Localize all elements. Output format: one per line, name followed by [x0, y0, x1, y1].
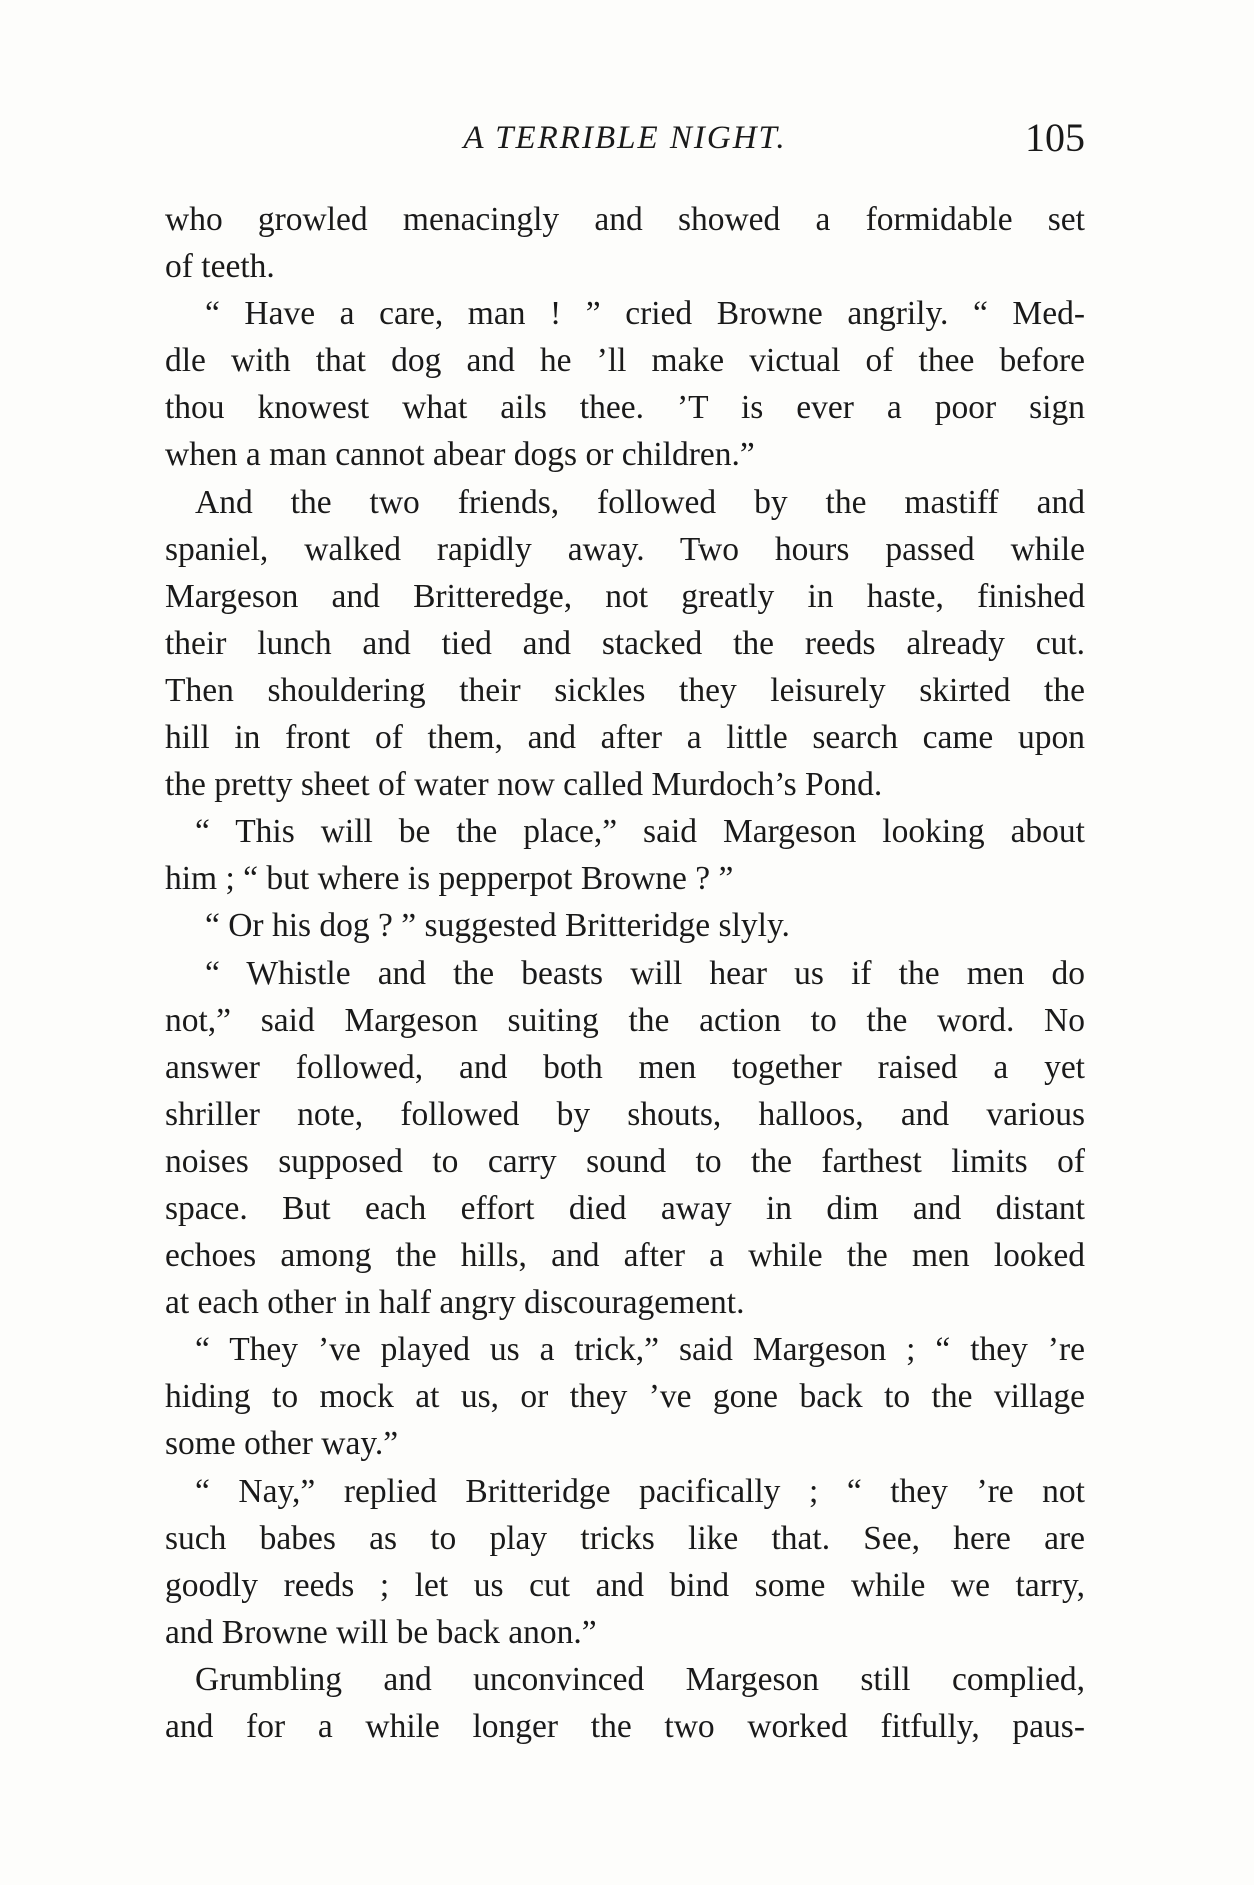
text-line: “ Whistle and the beasts will hear us if the men do — [205, 954, 1085, 992]
text-line: some other way.” — [165, 1425, 399, 1463]
text-line: the pretty sheet of water now called Murdoch’s Pond. — [165, 766, 883, 804]
text-line: such babes as to play tricks like that. See, here are — [165, 1519, 1085, 1557]
page-number: 105 — [1025, 115, 1085, 160]
text-line: “ They ’ve played us a trick,” said Margeson ; “ they ’re — [195, 1331, 1085, 1369]
text-line: shriller note, followed by shouts, halloos, and various — [165, 1095, 1085, 1133]
text-line: and for a while longer the two worked fitfully, paus- — [165, 1708, 1085, 1745]
text-line: “ Have a care, man ! ” cried Browne angrily. “ Med- — [205, 295, 1085, 333]
text-line: Grumbling and unconvinced Margeson still complied, — [195, 1660, 1085, 1698]
text-line: and Browne will be back anon.” — [165, 1613, 597, 1651]
text-line: Margeson and Britteredge, not greatly in haste, finished — [165, 577, 1085, 615]
text-line: “ This will be the place,” said Margeson looking about — [195, 813, 1085, 851]
text-line: spaniel, walked rapidly away. Two hours passed while — [165, 530, 1085, 568]
text-line: hill in front of them, and after a little search came upon — [165, 719, 1085, 757]
text-line: their lunch and tied and stacked the reeds already cut. — [165, 624, 1085, 662]
text-line: “ Nay,” replied Britteridge pacifically ; “ they ’re not — [195, 1472, 1085, 1510]
text-line: noises supposed to carry sound to the farthest limits of — [165, 1142, 1085, 1180]
text-line: “ Or his dog ? ” suggested Britteridge slyly. — [205, 907, 790, 945]
text-line: goodly reeds ; let us cut and bind some while we tarry, — [165, 1566, 1085, 1604]
text-line: at each other in half angry discouragement. — [165, 1284, 745, 1322]
text-line: not,” said Margeson suiting the action to the word. No — [165, 1001, 1085, 1039]
running-title: A TERRIBLE NIGHT. — [463, 120, 787, 156]
text-line: when a man cannot abear dogs or children.” — [165, 436, 755, 474]
text-line: of teeth. — [165, 248, 275, 286]
text-line: And the two friends, followed by the mastiff and — [195, 483, 1085, 521]
running-head — [165, 110, 1085, 170]
text-line: echoes among the hills, and after a while the men looked — [165, 1237, 1085, 1275]
text-line: answer followed, and both men together raised a yet — [165, 1048, 1085, 1086]
text-line: thou knowest what ails thee. ’T is ever a poor sign — [165, 389, 1085, 427]
body-text — [165, 196, 1085, 1750]
text-line: hiding to mock at us, or they ’ve gone back to the village — [165, 1378, 1085, 1416]
text-line: who growled menacingly and showed a formidable set — [165, 201, 1085, 238]
text-line: him ; “ but where is pepperpot Browne ? ” — [165, 860, 734, 898]
text-line: Then shouldering their sickles they leisurely skirted the — [165, 671, 1085, 709]
text-line: dle with that dog and he ’ll make victual of thee before — [165, 342, 1085, 380]
text-line: space. But each effort died away in dim and distant — [165, 1189, 1085, 1227]
